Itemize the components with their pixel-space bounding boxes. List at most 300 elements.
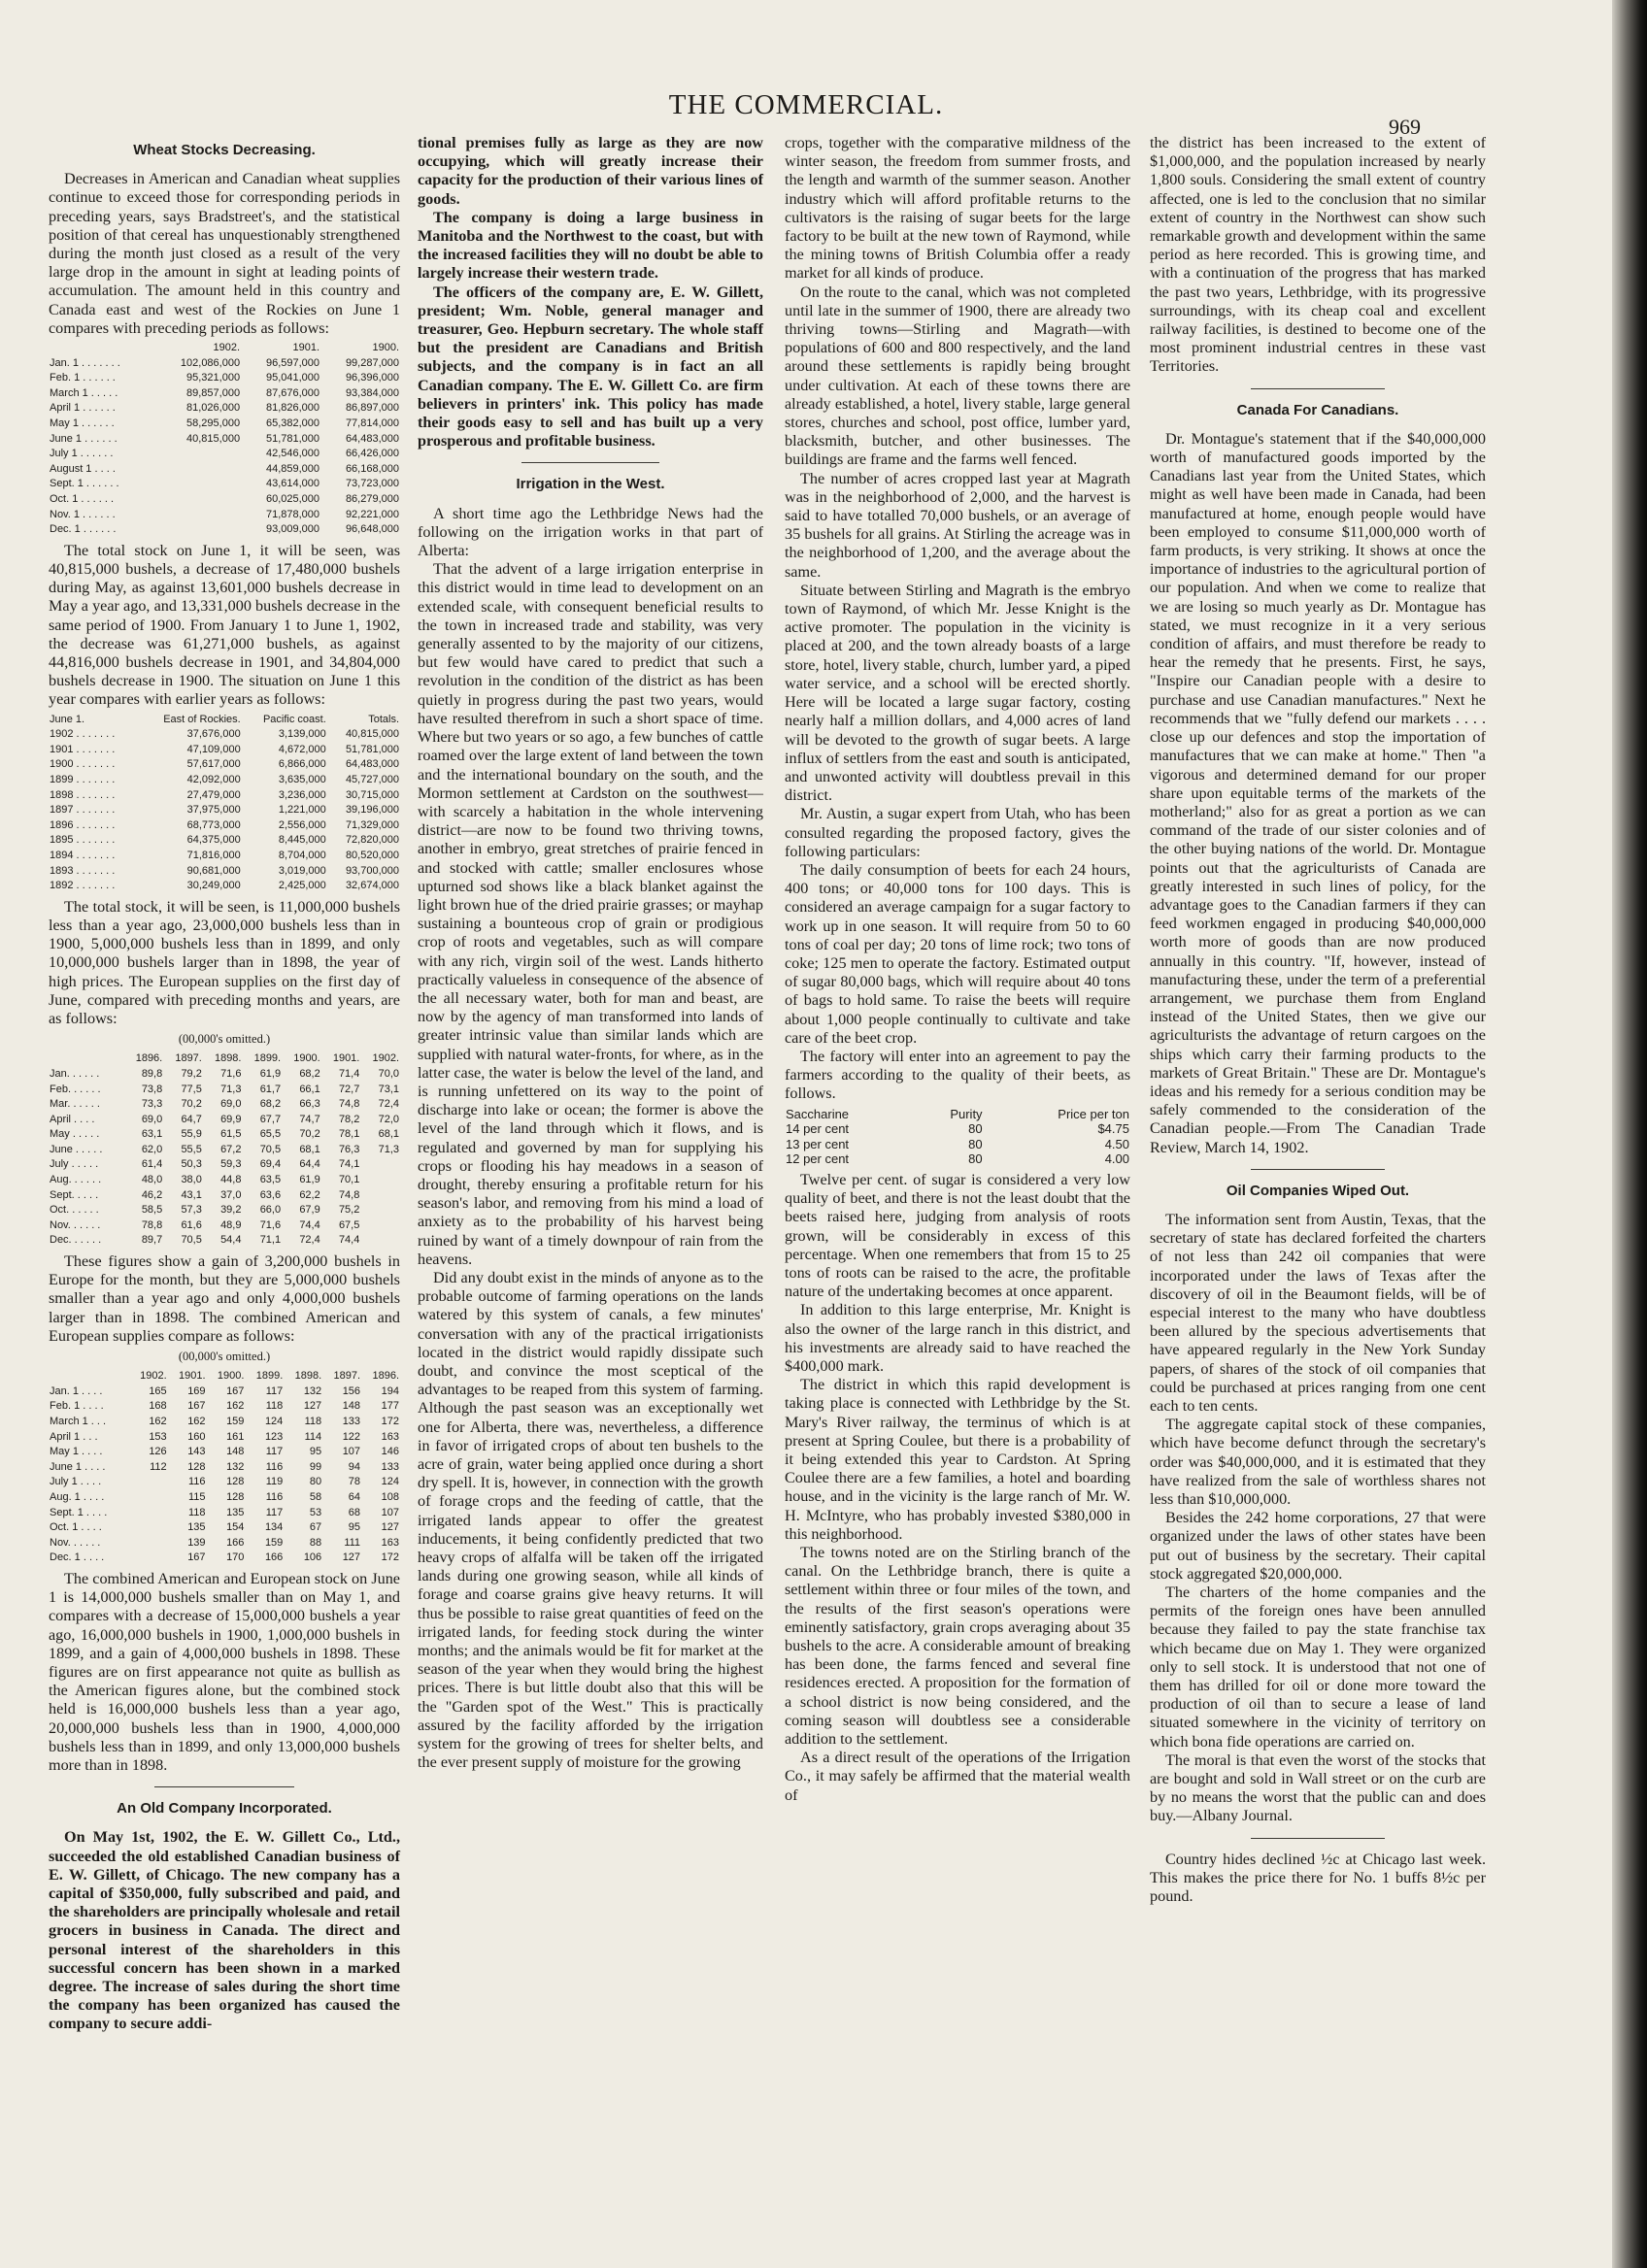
table-cell: 1899 . . . . . . .: [50, 773, 116, 785]
table-row: [49, 1445, 400, 1460]
column-3: [785, 134, 1130, 1805]
table-header-cell: [49, 1051, 124, 1067]
paragraph: The factory will enter into an agreement to pay the farmers according to the quality of their beets, as follows.: [785, 1047, 1130, 1103]
table-cell: 64,483,000: [345, 432, 399, 445]
table-cell: 80: [309, 1476, 322, 1488]
table-header-cell: Purity: [950, 1106, 983, 1121]
table-row: [49, 1218, 400, 1234]
divider: [1251, 1838, 1385, 1839]
table-cell: [129, 1520, 168, 1536]
table-row: [49, 462, 400, 478]
table-cell: 73,8: [141, 1083, 163, 1095]
paragraph: Twelve per cent. of sugar is considered a very low quality of beet, and there is not the least doubt that the beets raised here, judging from analysis of roots grown, will be considerably in excess of this percentage. When one remembers that from 15 to 25 tons of roots can be raised to the acre, the profitable nature of the undertaking becomes at once apparent.: [785, 1170, 1130, 1301]
table-cell: 64,4: [299, 1158, 320, 1171]
table-row: [49, 492, 400, 508]
table-cell: 159: [264, 1536, 284, 1549]
table-row: [49, 1157, 400, 1173]
table-header-cell: 1901.: [179, 1370, 206, 1383]
table-row: [49, 1233, 400, 1249]
table-cell: 132: [303, 1384, 322, 1397]
table-cell: 134: [264, 1521, 284, 1534]
table-cell: 128: [187, 1460, 206, 1473]
table-header-cell: 1898.: [214, 1052, 242, 1065]
table-cell: 3,139,000: [278, 728, 326, 741]
table-header-cell: Saccharine: [786, 1106, 850, 1121]
table-cell: 95,321,000: [186, 372, 241, 384]
table-cell: 71,3: [220, 1083, 242, 1095]
paragraph: Mr. Austin, a sugar expert from Utah, who has been consulted regarding the proposed factory, gives the following particulars:: [785, 805, 1130, 860]
article-title-canada: Canada For Canadians.: [1236, 401, 1399, 418]
paragraph: The number of acres cropped last year at Magrath was in the neighborhood of 2,000, and the harvest is said to have totalled 70,000 bushels, or an average of 35 bushels for all grains. At Stirling the acreage was in the neighborhood of 1,200, and the average about the same.: [785, 469, 1130, 581]
table-cell: 69,9: [220, 1113, 242, 1125]
table-cell: 78,8: [141, 1218, 163, 1231]
table-cell: 143: [187, 1446, 206, 1458]
table-cell: 1,221,000: [278, 804, 326, 817]
table-cell: [152, 508, 241, 523]
table-cell: 39,196,000: [345, 804, 399, 817]
table-cell: 71,329,000: [345, 818, 399, 831]
table-cell: 71,1: [259, 1234, 282, 1247]
paragraph: The total stock on June 1, it will be seen, was 40,815,000 bushels, a decrease of 17,480,000 bushels during May, as against 13,601,000 bushels decrease in May a year ago, and 13,331,000 bushels decrease in the same period of 1900. From January 1 to June 1, 1902, the decrease was 61,271,000 bushels, as against 44,816,000 bushels decrease in 1901, and 34,804,000 bushels decrease in 1900. The situation on June 1 this year compares with earlier years as follows:: [49, 541, 400, 709]
table-cell: 55,9: [181, 1128, 202, 1141]
table-row: [49, 879, 400, 894]
article-title-irrigation: Irrigation in the West.: [516, 476, 665, 493]
table-cell: 128: [226, 1491, 245, 1504]
paragraph: As a direct result of the operations of the Irrigation Co., it may safely be affirmed that the material wealth of: [785, 1749, 1130, 1804]
table-row: [49, 1506, 400, 1521]
table-row: [49, 447, 400, 462]
table-cell: 68,773,000: [186, 818, 241, 831]
paragraph: The total stock, it will be seen, is 11,000,000 bushels less than a year ago, 23,000,000 bushels less than in 1900, 5,000,000 bushels less than in 1899, and only 10,000,000 bushels larger than in 1898, the year of high prices. The European supplies on the first day of June, compared with preceding months and years, are as follows:: [49, 897, 400, 1027]
table-cell: 133: [381, 1460, 399, 1473]
table-cell: 54,4: [220, 1234, 242, 1247]
table-row: [49, 371, 400, 386]
paragraph: tional premises fully as large as they are now occupying, which will greatly increase their capacity for the production of their various lines of goods.: [418, 134, 763, 208]
table-cell: 86,897,000: [345, 402, 399, 415]
paragraph: The company is doing a large business in Manitoba and the Northwest to the coast, but with the increased facilities they will no doubt be able to largely increase their western trade.: [418, 208, 763, 283]
table-cell: 73,3: [141, 1098, 163, 1111]
paragraph: Did any doubt exist in the minds of anyone as to the probable outcome of farming operations on the lands watered by this system of canals, a few minutes' conversation with any of the practical irrigationists located in the district would rapidly dissipate such doubt, and convince the most sceptical of the advantages to be reaped from this system of farming. Although the past season was an exceptionally wet one for Alberta, there was, nevertheless, a difference in favor of irrigated crops of about ten bushels to the acre of grain, water being applied once during a short dry spell. It is, however, in connection with the growth of forage crops and the feeding of cattle, that the irrigated lands appear to offer the greatest inducements, it being confidently predicted that two heavy crops of alfalfa will be taken off the irrigated lands during one growing season, while all kinds of forage and coarse grains give heavy returns. It will thus be possible to raise great quantities of feed on the irrigated lands, for feeding stock during the winter months; and the animals would be fit for market at the season of the year when they would bring the highest prices. There is but little doubt also that this will be the "Garden spot of the West." This is practically assured by the facility afforded by the irrigation system for the growing of trees for shelter belts, and the ever present supply of moisture for the growing: [418, 1268, 763, 1772]
paragraph: the district has been increased to the extent of $1,000,000, and the population increased by nearly 1,800 souls. Considering the small extent of country affected, one is led to the conclusion that no similar extent of country in the Northwest can show such remarkable growth and development within the same period as here recorded. This is growing time, and with a continuation of the progress that has marked the past two years, Lethbridge, with its progressive surroundings, with its cheap coal and excellent railway facilities, is destined to become one of the most prominent industrial centres in these vast Territories.: [1150, 134, 1486, 376]
table-row: [49, 1127, 400, 1143]
table-cell: 61,9: [299, 1174, 320, 1186]
table-cell: 118: [304, 1416, 322, 1428]
table-row: [49, 818, 400, 834]
table-cell: 59,3: [220, 1158, 242, 1171]
table-cell: 127: [303, 1400, 322, 1413]
table-header-cell: 1902.: [213, 342, 241, 354]
table-cell: 135: [187, 1521, 206, 1534]
column-4: [1150, 134, 1486, 1906]
table-header-cell: 1897.: [333, 1370, 361, 1383]
table-header-cell: 1900.: [372, 342, 399, 354]
table-cell: 135: [226, 1506, 245, 1518]
table-caption: (00,000's omitted.): [178, 1350, 271, 1364]
table-cell: 107: [381, 1506, 399, 1518]
table-cell: 72,0: [378, 1113, 399, 1125]
table-cell: 117: [265, 1384, 284, 1397]
table-cell: 13 per cent: [786, 1136, 850, 1151]
table-cell: 117: [265, 1446, 284, 1458]
table-cell: 67: [309, 1521, 322, 1534]
table-cell: 12 per cent: [786, 1151, 850, 1167]
table-header-cell: 1901.: [332, 1052, 360, 1065]
table-cell: 55,5: [181, 1143, 202, 1155]
table-cell: 64,483,000: [345, 758, 399, 771]
paragraph: On the route to the canal, which was not completed until late in the summer of 1900, there are already two thriving towns—Stirling and Magrath—with populations of 600 and 800 respectively, and the land around these settlements is rapidly being brought under cultivation. At each of these towns there are already established, a hotel, livery stable, large general stores, churches and school, post office, lumber yard, blacksmith, butcher, and other businesses. The buildings are frame and the farms well fenced.: [785, 283, 1130, 469]
table-cell: Oct. . . . . .: [50, 1204, 99, 1217]
page-binding-edge: [1612, 0, 1647, 2268]
table-cell: 133: [342, 1416, 361, 1428]
table-header-cell: 1902.: [140, 1370, 167, 1383]
table-cell: 58: [309, 1491, 322, 1504]
table-cell: 50,3: [181, 1158, 202, 1171]
table-row: [49, 1384, 400, 1400]
table-row: [49, 1173, 400, 1188]
table-cell: 160: [187, 1430, 206, 1443]
paragraph: The charters of the home companies and the permits of the foreign ones have been annulled because they failed to pay the state franchise tax which became due on May 1. They were organized only to sell stock. It is understood that not one of them has drilled for oil or done more toward the production of oil than to secure a lease of land situated somewhere in the vicinity of territory on which bona fide operations are carried on.: [1150, 1584, 1486, 1751]
table-cell: 71,816,000: [186, 849, 241, 861]
paragraph: Country hides declined ½c at Chicago last week. This makes the price there for No. 1 buffs 8½c per pound.: [1150, 1850, 1486, 1906]
table-row: [49, 1475, 400, 1490]
table-cell: March 1 . . .: [50, 1416, 107, 1428]
table-cell: 61,5: [220, 1128, 242, 1141]
table-cell: 74,8: [338, 1098, 360, 1111]
table-cell: 2,556,000: [278, 818, 326, 831]
table-cell: 95: [309, 1446, 322, 1458]
table-cell: 47,109,000: [186, 743, 241, 755]
table-cell: Jan. 1 . . . . . . .: [50, 356, 120, 369]
table-cell: 63,5: [259, 1174, 282, 1186]
table-cell: 165: [149, 1384, 167, 1397]
table-cell: July 1 . . . .: [50, 1476, 102, 1488]
table-cell: 148: [226, 1446, 245, 1458]
table-cell: 99: [309, 1460, 322, 1473]
table-cell: 74,8: [338, 1188, 360, 1201]
table-cell: 111: [344, 1536, 361, 1549]
table-cell: 64: [348, 1491, 361, 1504]
table-row: [49, 1520, 400, 1536]
table-cell: 61,6: [181, 1218, 202, 1231]
table-cell: 81,826,000: [265, 402, 320, 415]
table-row: [49, 386, 400, 402]
table-cell: 153: [149, 1430, 167, 1443]
table-cell: 40,815,000: [186, 432, 241, 445]
table-cell: 3,019,000: [278, 864, 326, 877]
table-cell: 107: [342, 1446, 361, 1458]
table-cell: Nov. . . . . .: [50, 1536, 101, 1549]
table-cell: 115: [188, 1491, 206, 1504]
table-row: [49, 833, 400, 849]
table-cell: 68,2: [259, 1098, 282, 1111]
table-caption: (00,000's omitted.): [178, 1032, 271, 1047]
table-row: [49, 1067, 400, 1083]
table-row: [49, 1097, 400, 1113]
table-cell: 69,0: [141, 1113, 163, 1125]
table-row: [49, 743, 400, 758]
divider: [1251, 388, 1385, 389]
table-header-row: [785, 1107, 1130, 1122]
table-cell: [360, 1173, 400, 1188]
table-row: [49, 1203, 400, 1218]
paragraph: Dr. Montague's statement that if the $40,000,000 worth of manufactured goods imported by the Canadians last year from the United States, which might as well have been made in Canada, had been manufactured at home, enough people would have been employed to consume $11,000,000 worth of farm products, is very striking. It shows at once the importance of industries to the agricultural portion of our population. And when we come to realize that we are losing so much yearly as Dr. Montague has stated, we must recognize in it a very serious condition of affairs, and must therefore be ready to hear the remedy that he presents. First, he says, "Inspire our Canadian people with a desire to purchase and use Canadian manufactures." Next he recommends that we "fully defend our markets . . . . close up our defences and stop the importation of manufactures that we can make at home." Then "a vigorous and determined demand for our proper share upon equitable terms of the markets of the motherland;" also for as great a portion as we can command of the trade of our sister colonies and of the other buying nations of the world. Dr. Montague points out that the agriculturists of Canada are greatly interested in such lines of policy, for the advantage goes to the Canadian farmers if they can feed workmen engaged in producing $40,000,000 worth more of goods than are now produced annually in this country. "If, however, instead of manufacturing these, under the term of a preferential arrangement, we purchase them from England instead of the United States, then we give our agriculturists the advantage of return cargoes on the ships which carry their farming products to the markets of Great Britain." These are Dr. Montague's ideas and his remedy for a serious condition may be safely commended to the consideration of the Canadian people.—From The Canadian Trade Review, March 14, 1902.: [1150, 429, 1486, 1156]
table-cell: 37,0: [220, 1188, 242, 1201]
table-cell: 1897 . . . . . . .: [50, 804, 116, 817]
table-header-cell: [49, 341, 152, 356]
table-cell: [152, 522, 241, 538]
table-cell: June 1 . . . . . .: [50, 432, 118, 445]
table-cell: 79,2: [181, 1067, 202, 1080]
table-cell: [360, 1218, 400, 1234]
table-cell: 170: [226, 1551, 245, 1564]
table-cell: 81,026,000: [186, 402, 241, 415]
table-cell: [152, 462, 241, 478]
table-cell: 69,0: [220, 1098, 242, 1111]
table-cell: 118: [188, 1506, 206, 1518]
table-cell: 8,704,000: [278, 849, 326, 861]
table-cell: 148: [342, 1400, 361, 1413]
table-cell: 58,295,000: [186, 417, 241, 429]
table-row: [49, 508, 400, 523]
table-cell: 43,1: [181, 1188, 202, 1201]
paragraph: Situate between Stirling and Magrath is the embryo town of Raymond, of which Mr. Jesse Knight is the active promoter. The population in the vicinity is placed at 200, and the town already boasts of a large store, hotel, livery stable, church, lumber yard, a piped water service, and a school will be erected shortly. Here will be located a large sugar factory, costing nearly half a million dollars, and 4,000 acres of land will be devoted to the growth of sugar beets. A large influx of settlers from the east and south is anticipated, and unwonted activity will doubtless prevail in this district.: [785, 581, 1130, 805]
table-cell: 3,236,000: [278, 788, 326, 801]
divider: [521, 462, 659, 463]
table-cell: Oct. 1 . . . .: [50, 1521, 102, 1534]
table-row: [785, 1137, 1130, 1152]
table-cell: 73,723,000: [345, 478, 399, 490]
table-row: [49, 1551, 400, 1566]
table-cell: 162: [187, 1416, 206, 1428]
table-cell: 53: [309, 1506, 322, 1518]
table-cell: 32,674,000: [345, 880, 399, 892]
table-cell: March 1 . . . . .: [50, 386, 118, 399]
paragraph: The towns noted are on the Stirling branch of the canal. On the Lethbridge branch, there is quite a settlement within three or four miles of the town, and the results of the first season's operations were eminently satisfactory, grain crops averaging about 35 bushels to the acre. A considerable amount of breaking has been done, the farms fenced and several fine residences erected. A proposition for the formation of a school district is now being considered, and the coming season will doubtless see a considerable addition to the settlement.: [785, 1544, 1130, 1749]
table-cell: [152, 492, 241, 508]
table-cell: 124: [264, 1416, 284, 1428]
paragraph: On May 1st, 1902, the E. W. Gillett Co., Ltd., succeeded the old established Canadian business of E. W. Gillett, of Chicago. The new company has a capital of $350,000, fully subscribed and paid, and the shareholders are principally wholesale and retail grocers in business in Canada. The direct and personal interest of the shareholders in this successful concern has been shown in a marked degree. The increase of sales during the short time the company has been organized has caused the company to secure addi-: [49, 1828, 400, 2033]
table-cell: 1894 . . . . . . .: [50, 849, 116, 861]
table-cell: 112: [150, 1460, 167, 1473]
table-cell: 161: [226, 1430, 245, 1443]
table-cell: 93,384,000: [345, 386, 399, 399]
table-cell: 127: [381, 1521, 399, 1534]
table-cell: 124: [381, 1476, 399, 1488]
table-cell: 122: [342, 1430, 361, 1443]
table-cell: 63,1: [141, 1128, 163, 1141]
table-cell: 132: [226, 1460, 245, 1473]
table-cell: 42,092,000: [186, 773, 241, 785]
table-cell: 123: [264, 1430, 284, 1443]
table-cell: 70,5: [181, 1234, 202, 1247]
table-cell: [129, 1506, 168, 1521]
table-cell: 30,249,000: [186, 880, 241, 892]
table-cell: [129, 1475, 168, 1490]
paragraph: The daily consumption of beets for each 24 hours, 400 tons; or 40,000 tons for 100 days. This is considered an average campaign for a sugar factory to work up in one season. It will require from 50 to 60 tons of coal per day; 20 tons of lime rock; two tons of coke; 125 men to operate the factory. Estimated output of sugar 80,000 bags, which will require about 40 tons of bags to hold same. To raise the beets will require about 1,000 people continually to cultivate and take care of the beet crop.: [785, 860, 1130, 1047]
table-cell: 96,648,000: [345, 523, 399, 536]
column-2: [418, 134, 763, 1772]
table-header-cell: Pacific coast.: [262, 713, 326, 725]
table-row: [49, 1113, 400, 1128]
paragraph: The moral is that even the worst of the stocks that are bought and sold in Wall street or on the curb are by no means the worst that the public can and does buy.—Albany Journal.: [1150, 1751, 1486, 1825]
table-cell: 64,7: [181, 1113, 202, 1125]
table-cell: 78,2: [338, 1113, 360, 1125]
table-cell: 93,009,000: [265, 523, 320, 536]
table-cell: 8,445,000: [278, 834, 326, 847]
table-cell: 70,0: [378, 1067, 399, 1080]
table-cell: May 1 . . . .: [50, 1446, 103, 1458]
table-header-cell: 1900.: [217, 1370, 245, 1383]
table-cell: 80: [968, 1151, 983, 1167]
table-cell: July 1 . . . . . .: [50, 448, 114, 460]
table-cell: 6,866,000: [278, 758, 326, 771]
table-cell: 45,727,000: [345, 773, 399, 785]
table-row: [49, 803, 400, 818]
table-cell: 74,4: [338, 1234, 360, 1247]
table-row: [785, 1121, 1130, 1137]
table-cell: Sept. . . . .: [50, 1188, 99, 1201]
table-cell: 94: [348, 1460, 361, 1473]
table-cell: 194: [381, 1384, 399, 1397]
table-cell: 156: [342, 1384, 361, 1397]
table-cell: 95,041,000: [265, 372, 320, 384]
table-cell: 80: [968, 1121, 983, 1137]
table-cell: 72,7: [338, 1083, 360, 1095]
table-row: [49, 417, 400, 432]
table-cell: 99,287,000: [345, 356, 399, 369]
table-cell: [360, 1157, 400, 1173]
paragraph: That the advent of a large irrigation enterprise in this district would in time lead to development on an extended scale, with consequent beneficial results to the town in increased trade and stability, was very generally assented to by the majority of our citizens, but few would have cared to predict that such a revolution in the condition of the district as has been quietly in progress during the past two years, would have resulted therefrom in such a short space of time. Where but two years or so ago, a few bunches of cattle roamed over the large extent of land between the town and the international boundary on the south, and the Mormon settlement at Cardston on the southwest—with scarcely a habitation in the whole intervening district—are now to be found two thriving towns, another in embryo, great stretches of prairie fenced in and stocked with cattle; smaller enclosures whose upturned sod shows like a black blanket against the light brown hue of the dried prairie grasses; or mayhap sustaining a bounteous crop of grain or prodigious crop of roots and vegetables, such as will compare with any rich, virgin soil of the west. Lands hitherto practically valueless in consequence of the absence of the all necessary water, both for man and beast, are now by the agency of man transformed into lands of greater intrinsic value than similar lands which are supplied with natural water-fronts, for where, as in the latter case, the water is below the level of the land, and is running unfettered on its way to the point of discharge into lake or ocean; the former is above the level of the land through which it flows, and is regulated and governed by man for supplying his crops or flooding his hay meadows in a season of drought, thereby ensuring a profitable return for his season's labor, and removing from his mind a load of anxiety as to the probability of his harvest being ruined by want of a timely downpour of rain from the heavens.: [418, 560, 763, 1268]
table-cell: Sept. 1 . . . .: [50, 1506, 108, 1518]
table-cell: 116: [265, 1491, 284, 1504]
table-cell: 162: [149, 1416, 167, 1428]
table-cell: 62,0: [141, 1143, 163, 1155]
table-cell: 61,9: [259, 1067, 282, 1080]
table-cell: 1896 . . . . . . .: [50, 818, 116, 831]
table-cell: 72,4: [299, 1234, 320, 1247]
table-cell: 68,1: [378, 1128, 399, 1141]
table-cell: 44,8: [220, 1174, 242, 1186]
table-cell: Feb. 1 . . . . . .: [50, 372, 116, 384]
table-cell: [152, 477, 241, 492]
table-cell: 80,520,000: [345, 849, 399, 861]
table-cell: 1901 . . . . . . .: [50, 743, 116, 755]
table-cell: 68: [348, 1506, 361, 1518]
wheat-table-june-years: [49, 713, 400, 894]
table-cell: 66,3: [299, 1098, 320, 1111]
paragraph: In addition to this large enterprise, Mr. Knight is also the owner of the large ranch in this district, and his investments are already said to have reached the $400,000 mark.: [785, 1301, 1130, 1375]
paragraph: These figures show a gain of 3,200,000 bushels in Europe for the month, but they are 5,000,000 bushels smaller than a year ago and only 4,000,000 bushels larger than in 1898. The combined American and European supplies compare as follows:: [49, 1252, 400, 1345]
table-cell: 114: [304, 1430, 322, 1443]
table-cell: 57,617,000: [186, 758, 241, 771]
table-cell: 27,479,000: [186, 788, 241, 801]
table-header-cell: [49, 1369, 129, 1384]
table-cell: 61,4: [141, 1158, 163, 1171]
table-cell: 65,382,000: [265, 417, 320, 429]
table-cell: 1898 . . . . . . .: [50, 788, 116, 801]
table-cell: 86,279,000: [345, 492, 399, 505]
table-cell: Feb. 1 . . . .: [50, 1400, 104, 1413]
table-cell: 1895 . . . . . . .: [50, 834, 116, 847]
table-cell: 30,715,000: [345, 788, 399, 801]
table-header-cell: Price per ton: [1058, 1106, 1129, 1121]
table-row: [49, 1490, 400, 1506]
paragraph: The aggregate capital stock of these companies, which have become defunct through the secretary's order was $40,000,000, and it is estimated that they have realized from the sale of worthless shares not less than $10,000,000.: [1150, 1416, 1486, 1509]
table-cell: [129, 1490, 168, 1506]
table-cell: Oct. 1 . . . . . .: [50, 492, 115, 505]
table-cell: 43,614,000: [265, 478, 320, 490]
table-cell: 48,0: [141, 1174, 163, 1186]
table-cell: 14 per cent: [786, 1121, 850, 1137]
table-cell: 72,4: [378, 1098, 399, 1111]
paragraph: crops, together with the comparative mildness of the winter season, the freedom from summer frosts, and the length and warmth of the summer season. Another industry which will afford profitable returns to the cultivators is the raising of sugar beets for the large factory to be built at the new town of Raymond, while the mining towns of British Columbia offer a ready market for all kinds of produce.: [785, 134, 1130, 283]
table-cell: Dec. 1 . . . . . .: [50, 523, 117, 536]
table-row: [49, 849, 400, 864]
table-cell: 163: [381, 1430, 399, 1443]
table-row: [49, 401, 400, 417]
table-cell: 69,4: [259, 1158, 282, 1171]
table-cell: 76,3: [338, 1143, 360, 1155]
table-cell: 70,2: [299, 1128, 320, 1141]
paragraph: Besides the 242 home corporations, 27 that were organized under the laws of other states have been put out of business by the secretary. Their capital stock aggregated $20,000,000.: [1150, 1509, 1486, 1583]
table-header-cell: 1896.: [372, 1370, 399, 1383]
table-row: [49, 432, 400, 448]
table-cell: 71,878,000: [265, 508, 320, 520]
table-cell: 51,781,000: [345, 743, 399, 755]
table-header-row: [49, 1369, 400, 1384]
table-cell: 67,7: [259, 1113, 282, 1125]
table-cell: 72,820,000: [345, 834, 399, 847]
table-header-row: [49, 341, 400, 356]
table-cell: 177: [381, 1400, 399, 1413]
table-cell: 74,7: [299, 1113, 320, 1125]
table-cell: 116: [188, 1476, 206, 1488]
table-cell: 68,1: [299, 1143, 320, 1155]
table-cell: June 1 . . . .: [50, 1460, 106, 1473]
table-cell: 169: [187, 1384, 206, 1397]
table-cell: Aug. 1 . . . .: [50, 1491, 105, 1504]
table-row: [49, 757, 400, 773]
table-header-cell: East of Rockies.: [163, 713, 241, 725]
table-cell: 66,426,000: [345, 448, 399, 460]
table-cell: [129, 1536, 168, 1551]
table-cell: 163: [381, 1536, 399, 1549]
table-row: [49, 1143, 400, 1158]
table-row: [49, 1399, 400, 1415]
table-cell: 162: [226, 1400, 245, 1413]
table-cell: Jan. . . . . .: [50, 1067, 100, 1080]
table-cell: 37,975,000: [186, 804, 241, 817]
paragraph: The information sent from Austin, Texas, that the secretary of state has declared forfeited the charters of not less than 242 oil companies that were incorporated under the laws of Texas after the discovery of oil in the Beaumont fields, will be of especial interest to the many who have doubtless been allured by the specious advertisements that have appeared regularly in the New York Sunday papers, of shares of the stock of oil companies that could be purchased at prices ranging from one cent each to ten cents.: [1150, 1210, 1486, 1415]
table-cell: 126: [149, 1446, 167, 1458]
table-row: [785, 1151, 1130, 1167]
table-cell: 1900 . . . . . . .: [50, 758, 116, 771]
table-header-cell: 1898.: [294, 1370, 322, 1383]
table-cell: 89,7: [141, 1234, 163, 1247]
table-header-cell: 1901.: [292, 342, 320, 354]
table-cell: 96,597,000: [265, 356, 320, 369]
table-cell: 108: [381, 1491, 399, 1504]
table-cell: 78,1: [338, 1128, 360, 1141]
table-header-cell: 1899.: [255, 1370, 284, 1383]
table-row: [49, 522, 400, 538]
table-cell: [360, 1233, 400, 1249]
table-row: [49, 1460, 400, 1476]
divider: [154, 1786, 295, 1787]
table-cell: 172: [381, 1551, 399, 1564]
table-row: [49, 1536, 400, 1551]
table-cell: 57,3: [181, 1204, 202, 1217]
